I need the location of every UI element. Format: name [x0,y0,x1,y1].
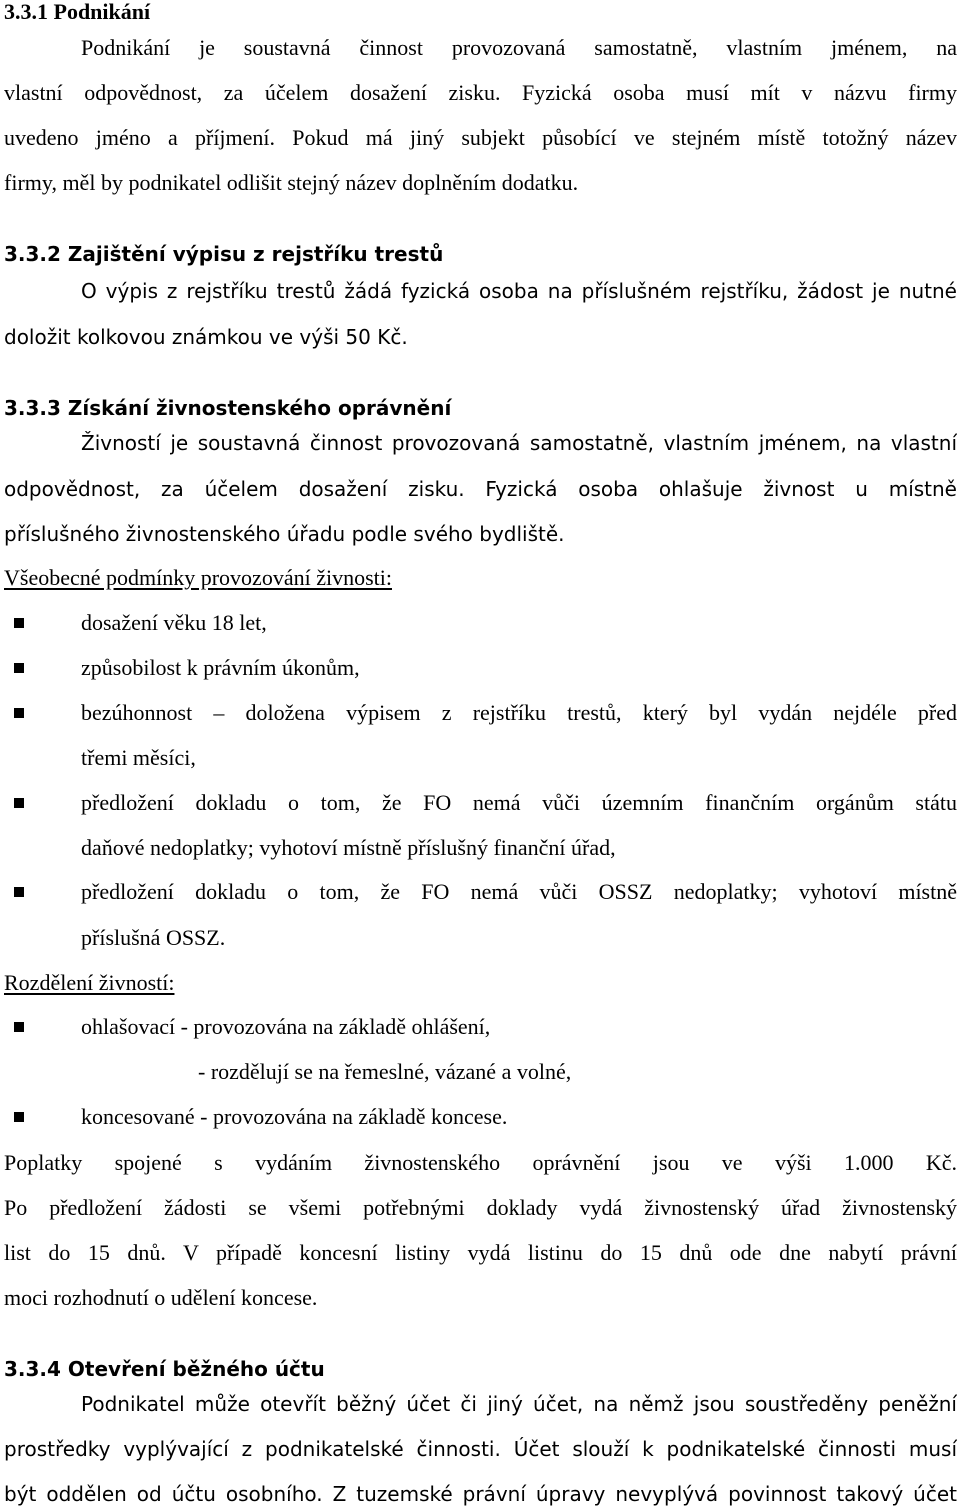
list-item: dosažení věku 18 let, [81,610,267,635]
paragraph-line: Podnikatel může otevřít běžný účet či jiný účet, na němž jsou soustředěny peněžní [81,1392,957,1416]
bullet-icon [14,1022,24,1032]
bullet-icon [14,708,24,718]
section-heading-3-3-1: 3.3.1 Podnikání [4,0,151,24]
bullet-icon [14,1112,24,1122]
list-item: koncesované - provozována na základě koncese. [81,1104,508,1129]
paragraph-line: moci rozhodnutí o udělení koncese. [4,1285,318,1310]
paragraph-line: vlastní odpovědnost, za účelem dosažení zisku. Fyzická osoba musí mít v názvu firmy [4,80,957,105]
paragraph-line: uvedeno jméno a příjmení. Pokud má jiný subjekt působící ve stejném místě totožný název [4,125,957,150]
bullet-icon [14,663,24,673]
section-heading-3-3-3: 3.3.3 Získání živnostenského oprávnění [4,396,452,420]
list-item: bezúhonnost – doložena výpisem z rejstříku trestů, který byl vydán nejdéle před [81,700,957,725]
paragraph-line: Podnikání je soustavná činnost provozovaná samostatně, vlastním jménem, na [81,35,957,60]
list-item: předložení dokladu o tom, že FO nemá vůči OSSZ nedoplatky; vyhotoví místně [81,879,957,904]
division-title: Rozdělení živností: [4,970,175,995]
paragraph-line: být oddělen od účtu osobního. Z tuzemské právní úpravy nevyplývá povinnost takový účet [4,1482,957,1506]
paragraph-line: doložit kolkovou známkou ve výši 50 Kč. [4,325,408,349]
section-heading-3-3-4: 3.3.4 Otevření běžného účtu [4,1357,325,1381]
conditions-title: Všeobecné podmínky provozování živnosti: [4,565,392,590]
list-item-continuation: třemi měsíci, [81,745,196,770]
paragraph-line: prostředky vyplývající z podnikatelské činnosti. Účet slouží k podnikatelské činnosti musí [4,1437,957,1461]
paragraph-line: O výpis z rejstříku trestů žádá fyzická osoba na příslušném rejstříku, žádost je nutné [81,279,957,303]
paragraph-line: příslušného živnostenského úřadu podle svého bydliště. [4,522,565,546]
list-item: předložení dokladu o tom, že FO nemá vůči územním finančním orgánům státu [81,790,957,815]
list-item-continuation: daňové nedoplatky; vyhotoví místně příslušný finanční úřad, [81,835,616,860]
paragraph-line: Živností je soustavná činnost provozovaná samostatně, vlastním jménem, na vlastní [81,431,957,455]
list-item-continuation: příslušná OSSZ. [81,925,226,950]
bullet-icon [14,887,24,897]
paragraph-line: Poplatky spojené s vydáním živnostenského oprávnění jsou ve výši 1.000 Kč. [4,1150,957,1175]
paragraph-line: odpovědnost, za účelem dosažení zisku. Fyzická osoba ohlašuje živnost u místně [4,477,957,501]
section-heading-3-3-2: 3.3.2 Zajištění výpisu z rejstříku trestů [4,242,444,266]
paragraph-line: firmy, měl by podnikatel odlišit stejný název doplněním dodatku. [4,170,579,195]
list-item: způsobilost k právním úkonům, [81,655,360,680]
paragraph-line: list do 15 dnů. V případě koncesní listiny vydá listinu do 15 dnů ode dne nabytí právní [4,1240,957,1265]
list-item: ohlašovací - provozována na základě ohlášení, [81,1014,491,1039]
paragraph-line: Po předložení žádosti se všemi potřebnými doklady vydá živnostenský úřad živnostenský [4,1195,957,1220]
list-item-subline: - rozdělují se na řemeslné, vázané a volné, [198,1059,572,1084]
bullet-icon [14,798,24,808]
bullet-icon [14,618,24,628]
